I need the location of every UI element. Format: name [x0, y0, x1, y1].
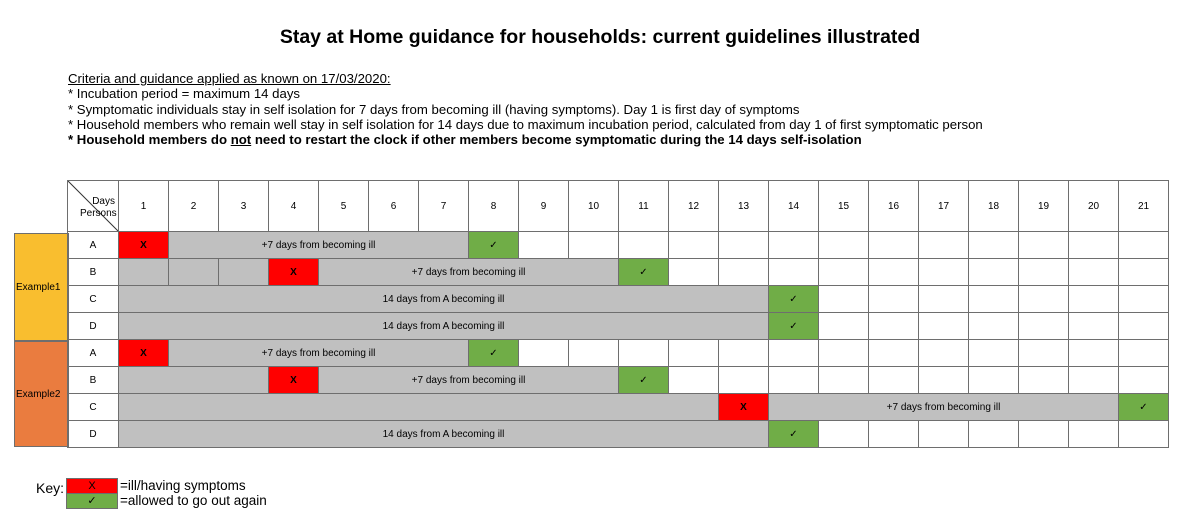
- days-label: Days: [92, 196, 115, 207]
- key-ok-swatch: ✓: [66, 493, 118, 509]
- key-label: Key:: [36, 480, 65, 496]
- empty-cell: [719, 259, 769, 286]
- empty-cell: [919, 259, 969, 286]
- empty-cell: [819, 259, 869, 286]
- empty-cell: [719, 367, 769, 394]
- empty-cell: [969, 421, 1019, 448]
- day-header-19: 19: [1019, 181, 1069, 232]
- day-header-18: 18: [969, 181, 1019, 232]
- empty-cell: [519, 340, 569, 367]
- empty-cell: [1119, 259, 1169, 286]
- example1-label-text: Example1: [16, 281, 61, 293]
- day-header-3: 3: [219, 181, 269, 232]
- day-header-12: 12: [669, 181, 719, 232]
- empty-cell: [819, 313, 869, 340]
- isolation-span: [119, 367, 269, 394]
- persons-label: Persons: [80, 208, 117, 219]
- day-header-20: 20: [1069, 181, 1119, 232]
- empty-cell: [769, 340, 819, 367]
- table-row: [68, 232, 1169, 259]
- empty-cell: [919, 313, 969, 340]
- empty-cell: [1119, 421, 1169, 448]
- empty-cell: [969, 232, 1019, 259]
- empty-cell: [669, 259, 719, 286]
- isolation-span: 14 days from A becoming ill: [119, 313, 769, 340]
- isolation-span: 14 days from A becoming ill: [119, 286, 769, 313]
- day-header-16: 16: [869, 181, 919, 232]
- empty-cell: [1119, 367, 1169, 394]
- isolation-span: +7 days from becoming ill: [169, 232, 469, 259]
- isolation-span: [119, 394, 719, 421]
- empty-cell: [919, 286, 969, 313]
- criteria-block: [68, 71, 983, 147]
- empty-cell: [919, 421, 969, 448]
- day-header-21: 21: [1119, 181, 1169, 232]
- allowed-out-cell: ✓: [769, 421, 819, 448]
- criteria-line-1: * Incubation period = maximum 14 days: [68, 86, 301, 102]
- day-header-2: 2: [169, 181, 219, 232]
- empty-cell: [919, 367, 969, 394]
- empty-cell: [1119, 232, 1169, 259]
- person-label: D: [68, 421, 119, 448]
- empty-cell: [1019, 367, 1069, 394]
- header-row: [68, 181, 1169, 232]
- empty-cell: [769, 259, 819, 286]
- ill-cell: X: [269, 367, 319, 394]
- day-header-14: 14: [769, 181, 819, 232]
- empty-cell: [869, 286, 919, 313]
- empty-cell: [1069, 340, 1119, 367]
- empty-cell: [1069, 367, 1119, 394]
- empty-cell: [1069, 313, 1119, 340]
- empty-cell: [569, 232, 619, 259]
- empty-cell: [969, 286, 1019, 313]
- isolation-cell: [169, 259, 219, 286]
- page-title: Stay at Home guidance for households: current guidelines illustrated: [279, 26, 921, 48]
- empty-cell: [869, 367, 919, 394]
- criteria-line-4: [68, 132, 983, 147]
- key-ill-swatch: X: [66, 478, 118, 494]
- empty-cell: [969, 259, 1019, 286]
- criteria-line-4-post: need to restart the clock if other members become symptomatic during the 14 days self-isolation: [251, 132, 862, 148]
- allowed-out-cell: ✓: [619, 367, 669, 394]
- empty-cell: [619, 340, 669, 367]
- empty-cell: [1019, 286, 1069, 313]
- empty-cell: [1019, 259, 1069, 286]
- criteria-line-3: * Household members who remain well stay in self isolation for 14 days due to maximum incubation period, calculated from day 1 of first symptomatic person: [68, 116, 983, 132]
- table-row: [68, 313, 1169, 340]
- isolation-span: +7 days from becoming ill: [169, 340, 469, 367]
- ill-cell: X: [119, 232, 169, 259]
- empty-cell: [619, 232, 669, 259]
- empty-cell: [1119, 286, 1169, 313]
- empty-cell: [869, 232, 919, 259]
- person-label: D: [68, 313, 119, 340]
- empty-cell: [1069, 259, 1119, 286]
- empty-cell: [919, 232, 969, 259]
- empty-cell: [719, 340, 769, 367]
- empty-cell: [919, 340, 969, 367]
- allowed-out-cell: ✓: [769, 313, 819, 340]
- empty-cell: [1119, 313, 1169, 340]
- table-row: [68, 394, 1169, 421]
- person-label: C: [68, 394, 119, 421]
- day-header-13: 13: [719, 181, 769, 232]
- isolation-cell: [219, 259, 269, 286]
- day-header-8: 8: [469, 181, 519, 232]
- empty-cell: [819, 421, 869, 448]
- person-label: B: [68, 367, 119, 394]
- empty-cell: [769, 232, 819, 259]
- person-label: A: [68, 340, 119, 367]
- empty-cell: [669, 367, 719, 394]
- person-label: C: [68, 286, 119, 313]
- empty-cell: [569, 340, 619, 367]
- table-row: [68, 421, 1169, 448]
- criteria-line-4-pre: * Household members do: [68, 132, 231, 148]
- empty-cell: [1069, 421, 1119, 448]
- empty-cell: [969, 367, 1019, 394]
- empty-cell: [719, 232, 769, 259]
- criteria-line-2: * Symptomatic individuals stay in self isolation for 7 days from becoming ill (having symptoms). Day 1 is first day of symptoms: [68, 101, 800, 117]
- ill-cell: X: [719, 394, 769, 421]
- empty-cell: [1069, 232, 1119, 259]
- example1-label: [14, 233, 69, 341]
- day-header-9: 9: [519, 181, 569, 232]
- empty-cell: [869, 421, 919, 448]
- empty-cell: [819, 367, 869, 394]
- empty-cell: [969, 313, 1019, 340]
- example2-label: [14, 341, 69, 447]
- allowed-out-cell: ✓: [619, 259, 669, 286]
- empty-cell: [1119, 340, 1169, 367]
- allowed-out-cell: ✓: [769, 286, 819, 313]
- header-corner: [68, 181, 119, 232]
- example2-label-text: Example2: [16, 388, 61, 400]
- empty-cell: [869, 313, 919, 340]
- day-header-11: 11: [619, 181, 669, 232]
- day-header-4: 4: [269, 181, 319, 232]
- empty-cell: [1019, 232, 1069, 259]
- empty-cell: [769, 367, 819, 394]
- ill-cell: X: [269, 259, 319, 286]
- key-ok-text: =allowed to go out again: [120, 493, 267, 508]
- empty-cell: [669, 232, 719, 259]
- isolation-span: 14 days from A becoming ill: [119, 421, 769, 448]
- day-header-7: 7: [419, 181, 469, 232]
- person-label: A: [68, 232, 119, 259]
- empty-cell: [869, 340, 919, 367]
- table-row: [68, 367, 1169, 394]
- isolation-span: +7 days from becoming ill: [769, 394, 1119, 421]
- empty-cell: [519, 232, 569, 259]
- empty-cell: [1019, 313, 1069, 340]
- allowed-out-cell: ✓: [469, 232, 519, 259]
- day-header-1: 1: [119, 181, 169, 232]
- empty-cell: [669, 340, 719, 367]
- table-row: [68, 286, 1169, 313]
- criteria-line-4-not: not: [230, 132, 252, 148]
- day-header-5: 5: [319, 181, 369, 232]
- empty-cell: [869, 259, 919, 286]
- empty-cell: [819, 340, 869, 367]
- key-ill-text: =ill/having symptoms: [120, 478, 246, 493]
- ill-cell: X: [119, 340, 169, 367]
- person-label: B: [68, 259, 119, 286]
- empty-cell: [1069, 286, 1119, 313]
- isolation-span: +7 days from becoming ill: [319, 367, 619, 394]
- day-header-15: 15: [819, 181, 869, 232]
- schedule-grid: [67, 180, 1169, 448]
- empty-cell: [1019, 421, 1069, 448]
- allowed-out-cell: ✓: [1119, 394, 1169, 421]
- empty-cell: [819, 286, 869, 313]
- day-header-6: 6: [369, 181, 419, 232]
- table-row: [68, 259, 1169, 286]
- empty-cell: [819, 232, 869, 259]
- allowed-out-cell: ✓: [469, 340, 519, 367]
- isolation-cell: [119, 259, 169, 286]
- empty-cell: [969, 340, 1019, 367]
- criteria-heading: Criteria and guidance applied as known on 17/03/2020:: [68, 71, 391, 86]
- table-row: [68, 340, 1169, 367]
- isolation-span: +7 days from becoming ill: [319, 259, 619, 286]
- empty-cell: [1019, 340, 1069, 367]
- day-header-10: 10: [569, 181, 619, 232]
- day-header-17: 17: [919, 181, 969, 232]
